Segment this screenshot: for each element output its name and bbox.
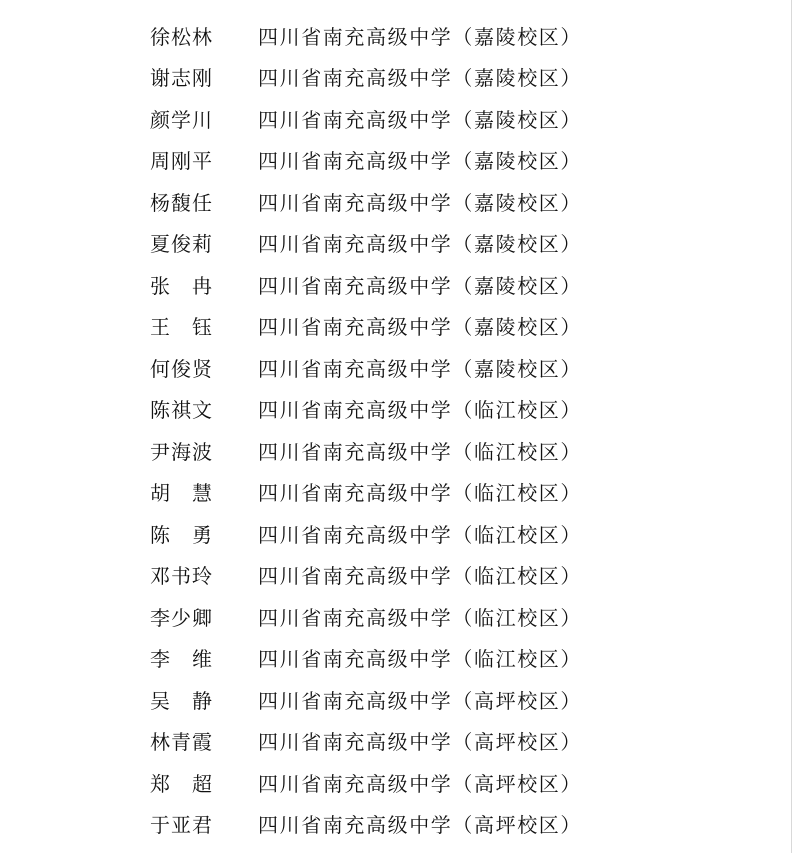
school-name: 四川省南充高级中学（嘉陵校区） — [258, 66, 582, 91]
person-name: 尹海波 — [150, 439, 213, 464]
list-item — [0, 722, 800, 764]
name-list — [0, 16, 800, 846]
list-item — [0, 763, 800, 805]
school-name: 四川省南充高级中学（高坪校区） — [258, 730, 582, 755]
school-name: 四川省南充高级中学（嘉陵校区） — [258, 356, 582, 381]
page-edge-divider — [791, 0, 792, 853]
school-name: 四川省南充高级中学（高坪校区） — [258, 771, 582, 796]
person-name: 李 维 — [150, 647, 213, 672]
list-item — [0, 680, 800, 722]
school-name: 四川省南充高级中学（嘉陵校区） — [258, 232, 582, 257]
list-item — [0, 58, 800, 100]
list-item — [0, 141, 800, 183]
school-name: 四川省南充高级中学（嘉陵校区） — [258, 107, 582, 132]
school-name: 四川省南充高级中学（临江校区） — [258, 398, 582, 423]
list-item — [0, 514, 800, 556]
school-name: 四川省南充高级中学（临江校区） — [258, 439, 582, 464]
school-name: 四川省南充高级中学（嘉陵校区） — [258, 24, 582, 49]
list-item — [0, 556, 800, 598]
list-item — [0, 473, 800, 515]
school-name: 四川省南充高级中学（嘉陵校区） — [258, 190, 582, 215]
person-name: 于亚君 — [150, 813, 213, 838]
list-item — [0, 348, 800, 390]
person-name: 李少卿 — [150, 605, 213, 630]
list-item — [0, 182, 800, 224]
list-item — [0, 224, 800, 266]
person-name: 吴 静 — [150, 688, 213, 713]
person-name: 徐松林 — [150, 24, 213, 49]
person-name: 谢志刚 — [150, 66, 213, 91]
school-name: 四川省南充高级中学（高坪校区） — [258, 813, 582, 838]
person-name: 周刚平 — [150, 149, 213, 174]
list-item — [0, 16, 800, 58]
person-name: 张 冉 — [150, 273, 213, 298]
school-name: 四川省南充高级中学（临江校区） — [258, 564, 582, 589]
school-name: 四川省南充高级中学（嘉陵校区） — [258, 273, 582, 298]
person-name: 何俊贤 — [150, 356, 213, 381]
school-name: 四川省南充高级中学（临江校区） — [258, 647, 582, 672]
person-name: 郑 超 — [150, 771, 213, 796]
list-item — [0, 597, 800, 639]
person-name: 胡 慧 — [150, 481, 213, 506]
list-item — [0, 390, 800, 432]
school-name: 四川省南充高级中学（临江校区） — [258, 522, 582, 547]
school-name: 四川省南充高级中学（临江校区） — [258, 481, 582, 506]
school-name: 四川省南充高级中学（嘉陵校区） — [258, 149, 582, 174]
person-name: 陈祺文 — [150, 398, 213, 423]
school-name: 四川省南充高级中学（嘉陵校区） — [258, 315, 582, 340]
person-name: 颜学川 — [150, 107, 213, 132]
person-name: 邓书玲 — [150, 564, 213, 589]
school-name: 四川省南充高级中学（高坪校区） — [258, 688, 582, 713]
list-item — [0, 639, 800, 681]
list-item — [0, 431, 800, 473]
list-item — [0, 99, 800, 141]
list-item — [0, 805, 800, 847]
person-name: 王 钰 — [150, 315, 213, 340]
person-name: 夏俊莉 — [150, 232, 213, 257]
list-item — [0, 265, 800, 307]
person-name: 陈 勇 — [150, 522, 213, 547]
school-name: 四川省南充高级中学（临江校区） — [258, 605, 582, 630]
person-name: 杨馥任 — [150, 190, 213, 215]
list-item — [0, 307, 800, 349]
person-name: 林青霞 — [150, 730, 213, 755]
